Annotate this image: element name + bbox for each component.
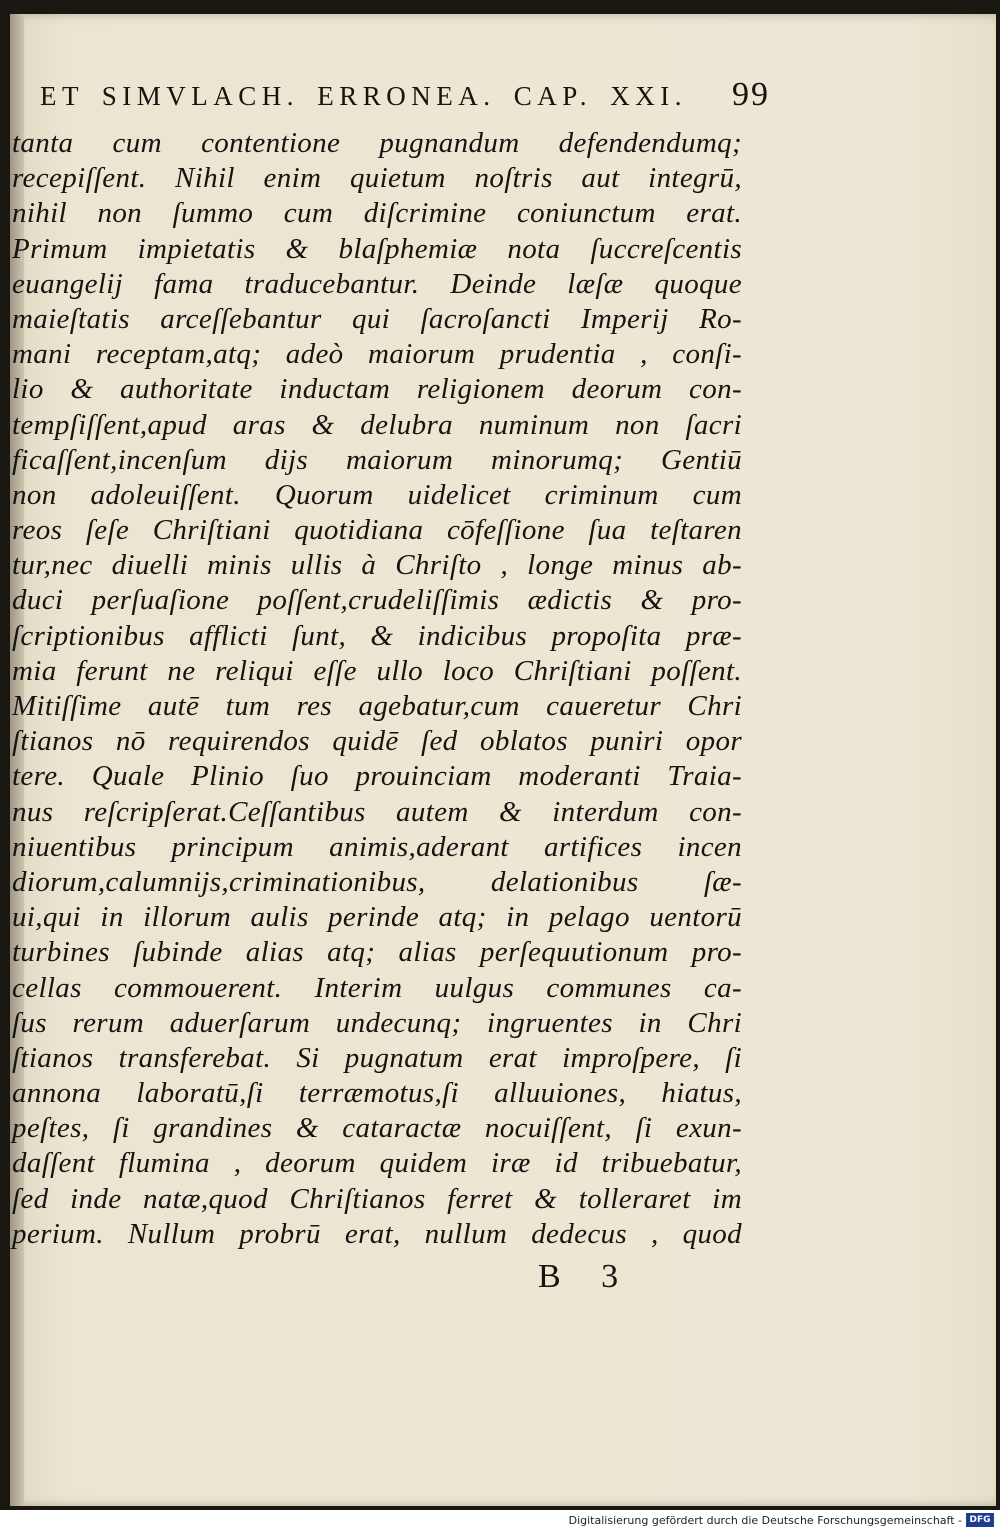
text-line: recepiſſent. Nihil enim quietum noſtris aut integrū, — [12, 162, 742, 195]
text-line: duci perſuaſione poſſent,crudeliſſimis ædictis & pro- — [12, 584, 742, 617]
text-line: peſtes, ſi grandines & cataractæ nocuiſſent, ſi exun- — [12, 1112, 742, 1145]
text-line: ſcriptionibus afflicti ſunt, & indicibus propoſita præ- — [12, 619, 742, 652]
page-number: 99 — [732, 76, 770, 113]
text-line: tanta cum contentione pugnandum defendendumq; — [12, 127, 742, 159]
text-line: perium. Nullum probrū erat, nullum dedecus , quod — [12, 1217, 742, 1250]
text-line: non adoleuiſſent. Quorum uidelicet criminum cum — [12, 478, 742, 511]
text-line: tere. Quale Plinio ſuo prouinciam moderanti Traia- — [12, 760, 742, 793]
text-block — [12, 126, 742, 1252]
text-line: turbines ſubinde alias atq; alias perſequutionum pro- — [12, 936, 742, 969]
text-line: ſtianos nō requirendos quidē ſed oblatos puniri opor — [12, 725, 742, 758]
text-line: nihil non ſummo cum diſcrimine coniunctum erat. — [12, 197, 742, 230]
text-line: ſus rerum aduerſarum undecunq; ingruentes in Chri — [12, 1006, 742, 1039]
text-line: ficaſſent,incenſum dijs maiorum minorumq; Gentiū — [12, 443, 742, 476]
running-head — [40, 76, 770, 120]
text-line: euangelij fama traducebantur. Deinde læſæ quoque — [12, 267, 742, 300]
text-line: mani receptam,atq; adeò maiorum prudentia , conſi- — [12, 338, 742, 371]
text-line: nus reſcripſerat.Ceſſantibus autem & interdum con- — [12, 795, 742, 828]
text-line: tempſiſſent,apud aras & delubra numinum non ſacri — [12, 408, 742, 441]
running-title: ET SIMVLACH. ERRONEA. CAP. XXI. — [40, 81, 688, 111]
text-line: daſſent flumina , deorum quidem iræ id tribuebatur, — [12, 1147, 742, 1180]
footer-credit: Digitalisierung gefördert durch die Deutsche Forschungsgemeinschaft - — [568, 1514, 962, 1527]
text-line: ſtianos transferebat. Si pugnatum erat improſpere, ſi — [12, 1041, 742, 1074]
text-line: tur,nec diuelli minis ullis à Chriſto , longe minus ab- — [12, 549, 742, 582]
text-line: annona laboratū,ſi terræmotus,ſi alluuiones, hiatus, — [12, 1077, 742, 1110]
text-line: mia ferunt ne reliqui eſſe ullo loco Chriſtiani poſſent. — [12, 654, 742, 687]
text-line: cellas commouerent. Interim uulgus communes ca- — [12, 971, 742, 1004]
text-line: ſed inde natæ,quod Chriſtianos ferret & tolleraret im — [12, 1182, 742, 1215]
signature-mark: B 3 — [538, 1258, 635, 1295]
text-line: maieſtatis arceſſebantur qui ſacroſancti Imperij Ro- — [12, 302, 742, 335]
text-line: ui,qui in illorum aulis perinde atq; in pelago uentorū — [12, 901, 742, 934]
text-line: Mitiſſime autē tum res agebatur,cum caueretur Chri — [12, 690, 742, 722]
text-line: Primum impietatis & blaſphemiæ nota ſuccreſcentis — [12, 232, 742, 265]
text-line: lio & authoritate inductam religionem deorum con- — [12, 373, 742, 406]
dfg-logo: DFG — [966, 1513, 994, 1527]
text-line: diorum,calumnijs,criminationibus, delationibus ſæ- — [12, 865, 742, 898]
text-line: reos ſeſe Chriſtiani quotidiana cōfeſſione ſua teſtaren — [12, 514, 742, 547]
text-line: niuentibus principum animis,aderant artifices incen — [12, 830, 742, 863]
